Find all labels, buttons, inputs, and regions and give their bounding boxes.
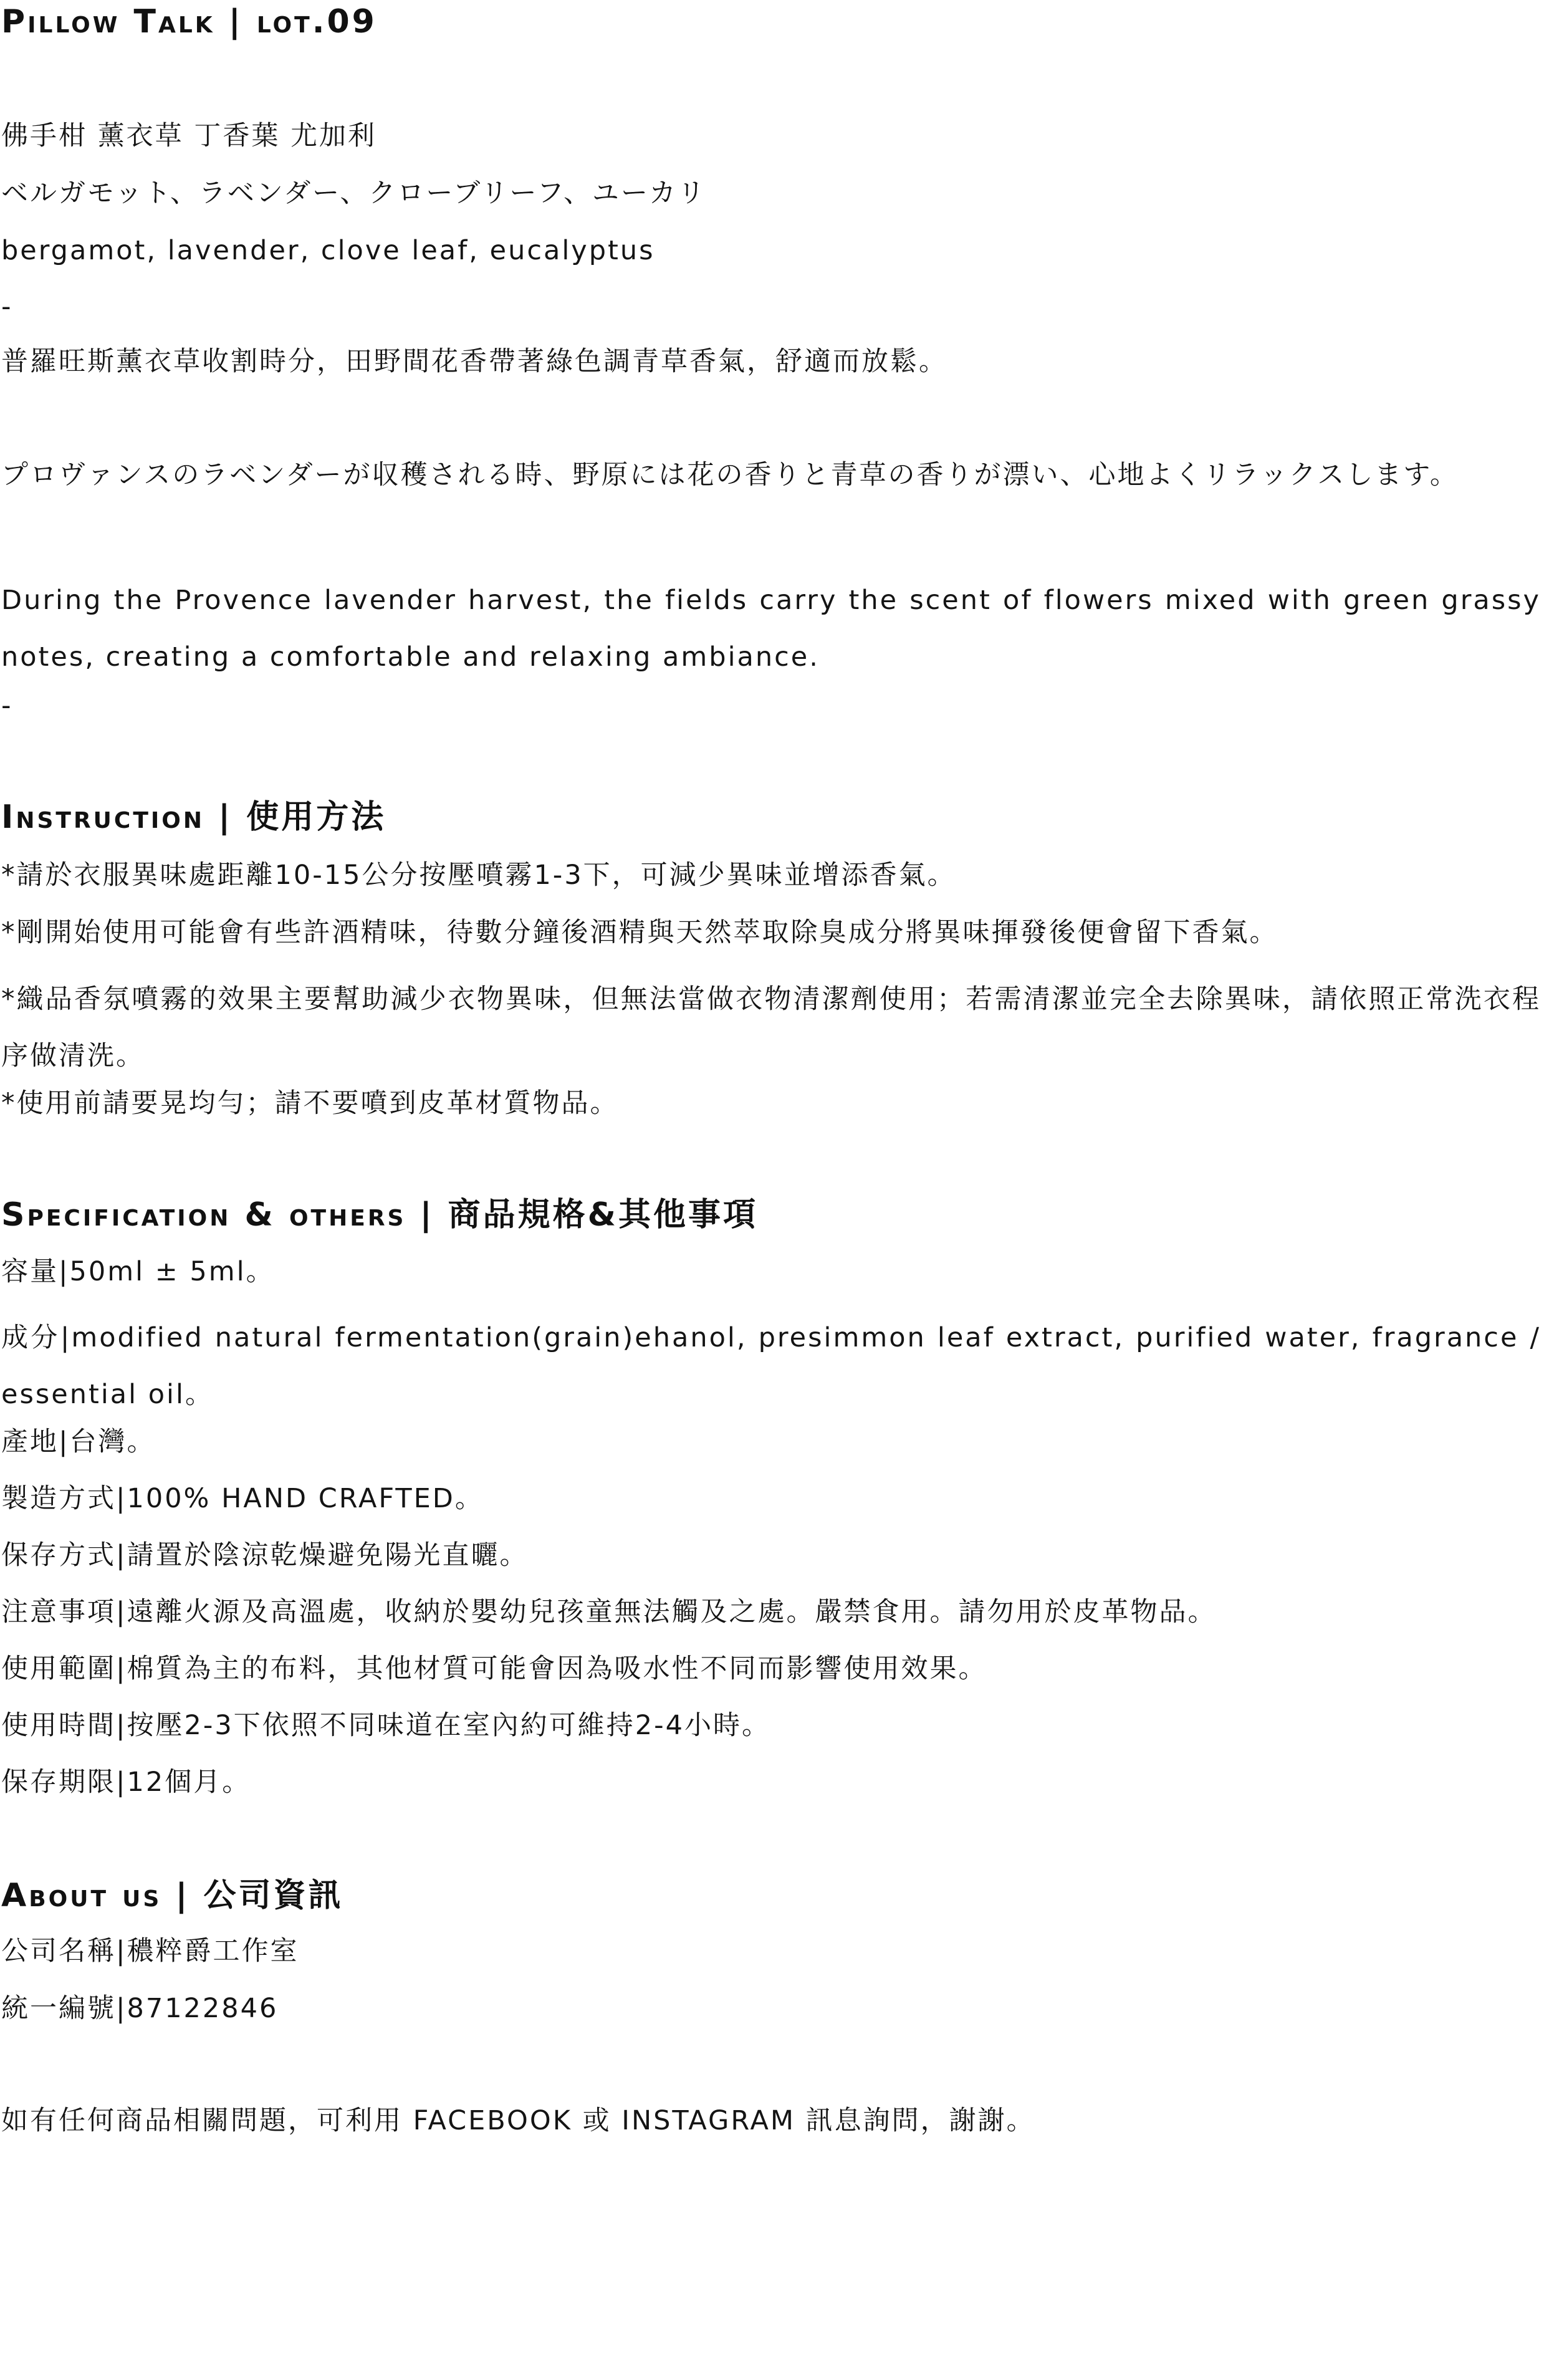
about-item: 公司名稱|穠粹爵工作室 (1, 1936, 299, 1967)
spec-item: 產地|台灣。 (1, 1426, 156, 1457)
spec-item: 使用範圍|棉質為主的布料，其他材質可能會因為吸水性不同而影響使用效果。 (1, 1653, 987, 1684)
product-title: Pillow Talk | lot.09 (1, 3, 377, 41)
specification-heading: Specification & others | 商品規格&其他事項 (1, 1196, 759, 1234)
notes-japanese: ベルガモット、ラベンダー、クローブリーフ、ユーカリ (1, 178, 707, 209)
spec-item: 成分|modified natural fermentation(grain)ehanol, presimmon leaf extract, purified water, fragrance / essential oil。 (1, 1322, 1541, 1410)
instruction-item: *使用前請要晃均勻；請不要噴到皮革材質物品。 (1, 1088, 619, 1119)
notes-english: bergamot, lavender, clove leaf, eucalyptus (1, 235, 655, 266)
contact-note: 如有任何商品相關問題，可利用 FACEBOOK 或 INSTAGRAM 訊息詢問，謝謝。 (1, 2105, 1035, 2136)
spec-item: 保存期限|12個月。 (1, 1767, 251, 1798)
divider: - (1, 291, 11, 322)
spec-item: 使用時間|按壓2-3下依照不同味道在室內約可維持2-4小時。 (1, 1710, 770, 1741)
divider: - (1, 690, 11, 721)
about-heading: About us | 公司資訊 (1, 1877, 343, 1914)
spec-item: 注意事項|遠離火源及高溫處，收納於嬰幼兒孩童無法觸及之處。嚴禁食用。請勿用於皮革物品。 (1, 1596, 1217, 1628)
instruction-item: *剛開始使用可能會有些許酒精味，待數分鐘後酒精與天然萃取除臭成分將異味揮發後便會留下香氣。 (1, 917, 1278, 948)
description-english: During the Provence lavender harvest, the fields carry the scent of flowers mixed with green grassy notes, creating a comfortable and relaxing ambiance. (1, 585, 1541, 673)
spec-item: 製造方式|100% HAND CRAFTED。 (1, 1483, 484, 1514)
spec-item: 保存方式|請置於陰涼乾燥避免陽光直曬。 (1, 1540, 529, 1571)
notes-chinese: 佛手柑 薰衣草 丁香葉 尤加利 (1, 120, 377, 151)
description-japanese: プロヴァンスのラベンダーが収穫される時、野原には花の香りと青草の香りが漂い、心地よくリラックスします。 (1, 459, 1459, 491)
spec-item: 容量|50ml ± 5ml。 (1, 1256, 275, 1287)
instruction-heading: Instruction | 使用方法 (1, 799, 386, 836)
instruction-item: *請於衣服異味處距離10-15公分按壓噴霧1-3下，可減少異味並增添香氣。 (1, 860, 956, 891)
description-chinese: 普羅旺斯薰衣草收割時分，田野間花香帶著綠色調青草香氣，舒適而放鬆。 (1, 346, 947, 377)
about-item: 統一編號|87122846 (1, 1993, 279, 2024)
instruction-item: *織品香氛噴霧的效果主要幫助減少衣物異味，但無法當做衣物清潔劑使用；若需清潔並完全去除異味，請依照正常洗衣程序做清洗。 (1, 984, 1541, 1072)
